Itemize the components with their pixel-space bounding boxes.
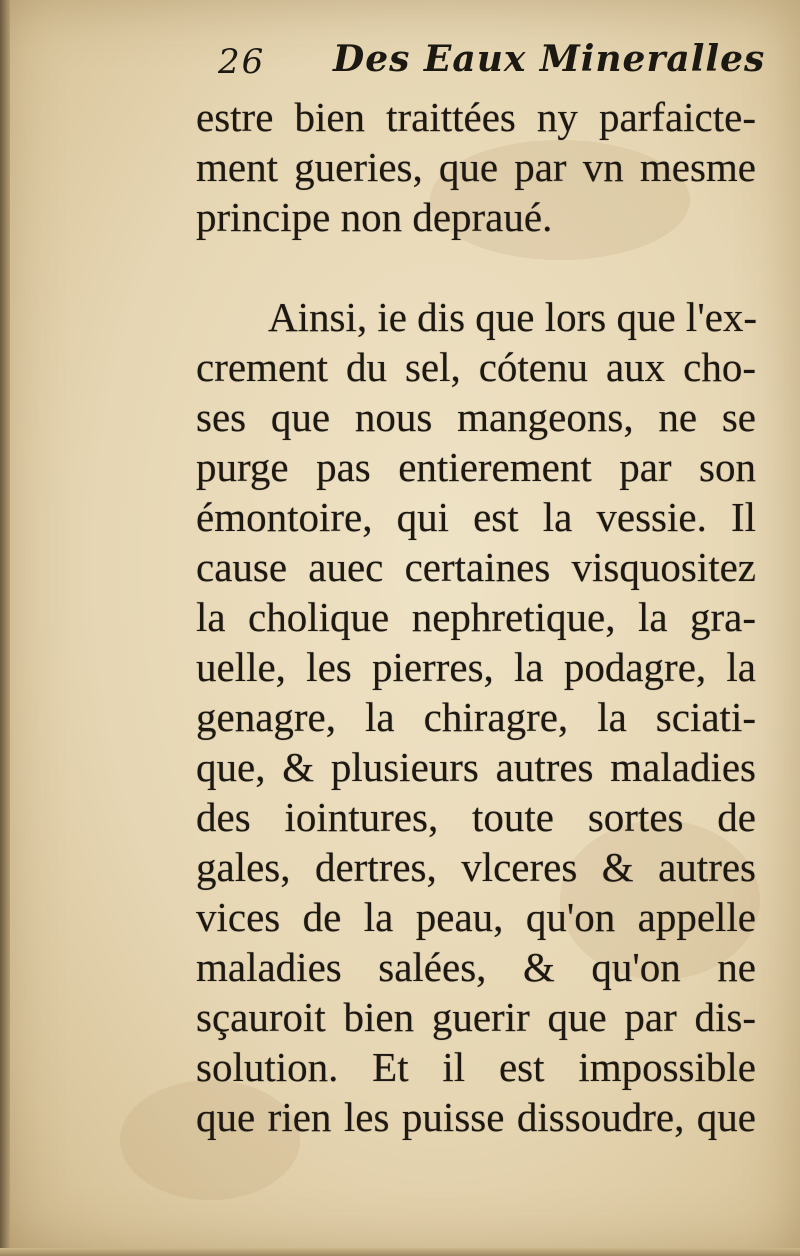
text-line: ment gueries, que par vn mesme: [196, 144, 756, 190]
text-line: principe non depraué.: [196, 194, 553, 240]
text-line: gales, dertres, vlceres & autres: [196, 844, 756, 890]
paragraph-gap: [196, 242, 756, 292]
text-line: que, & plusieurs autres maladies: [196, 744, 756, 790]
page-bottom-edge: [0, 1248, 800, 1256]
text-line: cause auec certaines visquositez: [196, 544, 756, 590]
text-line: que rien les puisse dissoudre, que: [196, 1094, 756, 1140]
text-line: solution. Et il est impossible: [196, 1044, 756, 1090]
text-line: la cholique nephretique, la gra-: [196, 594, 756, 640]
text-line: Ainsi, ie dis que lors que l'ex-: [268, 294, 758, 340]
page-header: [218, 38, 766, 94]
text-line: sçauroit bien guerir que par dis-: [196, 994, 756, 1040]
text-line: ses que nous mangeons, ne se: [196, 394, 756, 440]
text-line: uelle, les pierres, la podagre, la: [196, 644, 756, 690]
text-line: crement du sel, cótenu aux cho-: [196, 344, 756, 390]
text-line: émontoire, qui est la vessie. Il: [196, 494, 756, 540]
running-title: Des Eaux Mineralles: [333, 38, 766, 80]
body-text: [196, 92, 756, 1142]
page-binding-edge: [0, 0, 10, 1256]
text-line: genagre, la chiragre, la sciati-: [196, 694, 756, 740]
page-number: 26: [218, 42, 266, 82]
text-line: purge pas entierement par son: [196, 444, 756, 490]
text-line: maladies salées, & qu'on ne: [196, 944, 756, 990]
text-line: des iointures, toute sortes de: [196, 794, 756, 840]
text-line: vices de la peau, qu'on appelle: [196, 894, 756, 940]
text-line: estre bien traittées ny parfaicte-: [196, 94, 756, 140]
